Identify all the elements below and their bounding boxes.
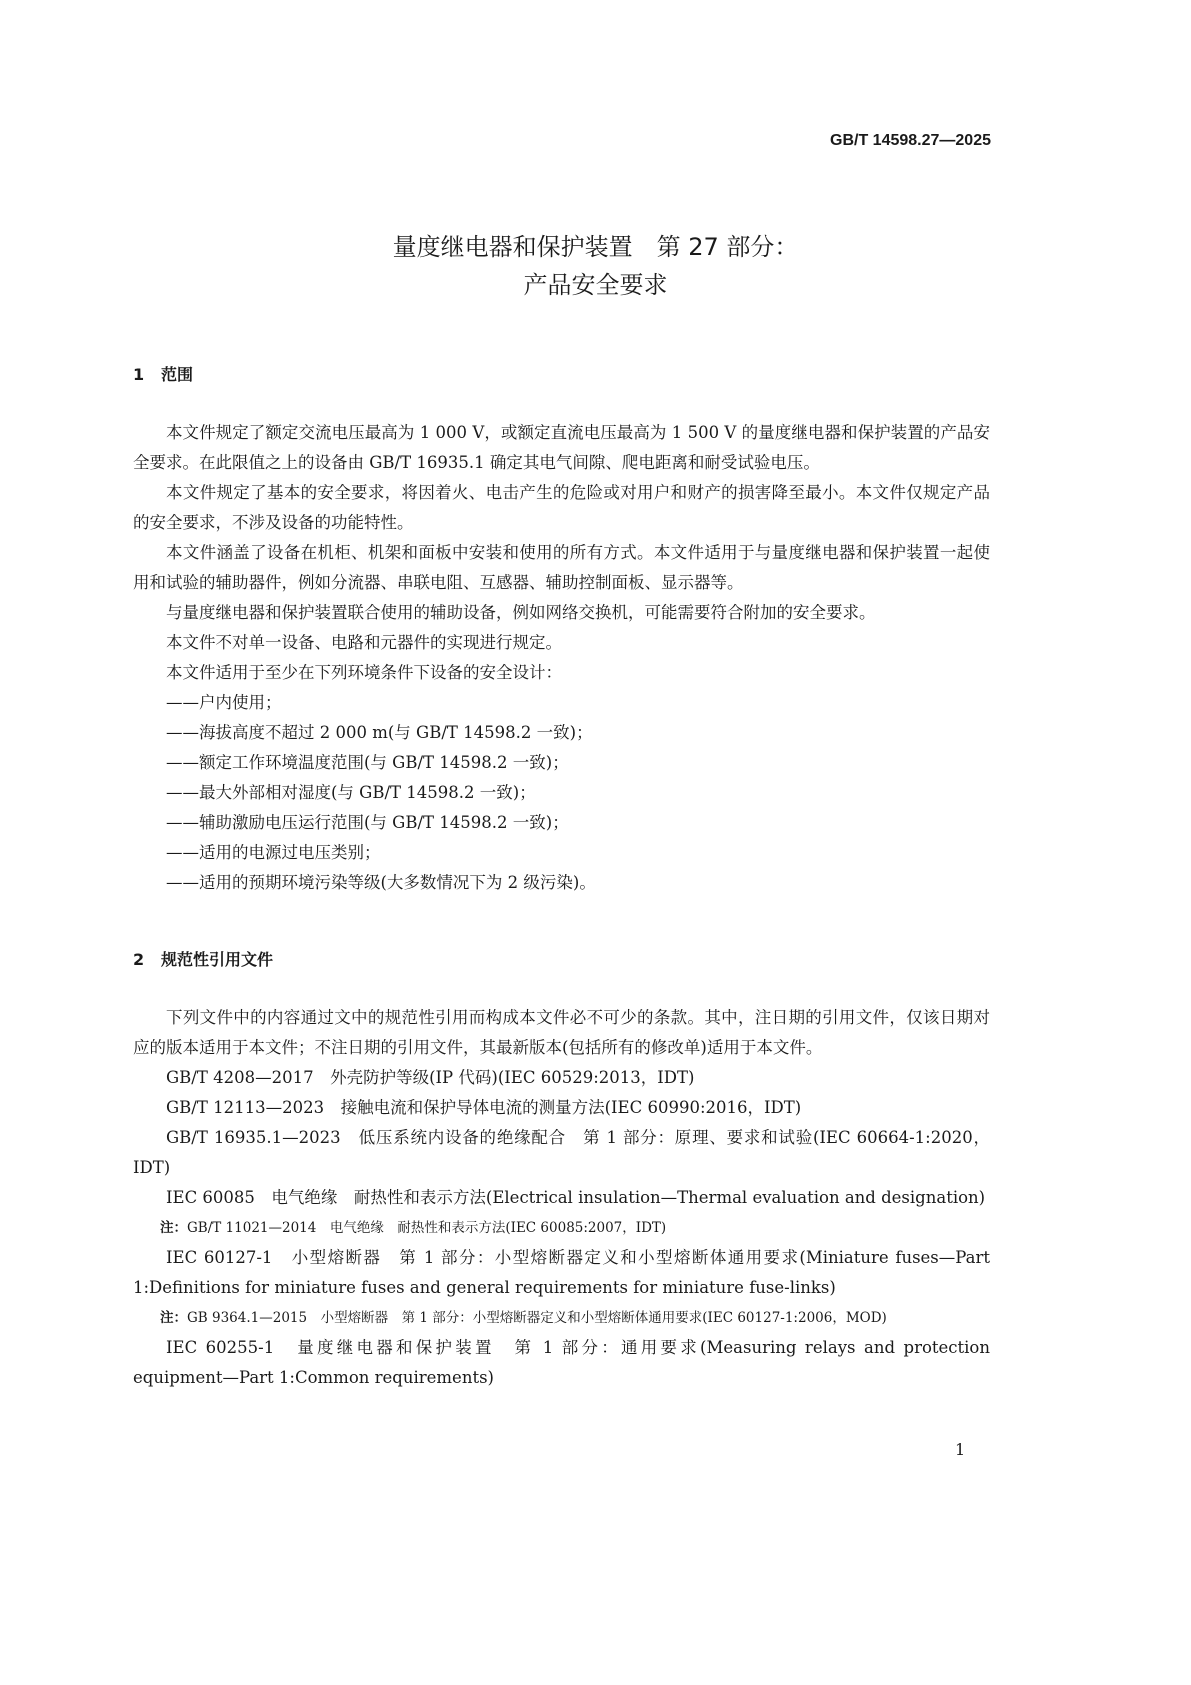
section-title: 规范性引用文件 — [161, 950, 274, 969]
paragraph: 本文件适用于至少在下列环境条件下设备的安全设计： — [166, 663, 562, 682]
document-title — [0, 228, 1191, 304]
list-item: ——户内使用； — [166, 693, 282, 712]
note-label: 注： — [160, 1220, 187, 1236]
paragraph: 与量度继电器和保护装置联合使用的辅助设备，例如网络交换机，可能需要符合附加的安全要求。 — [166, 603, 876, 622]
list-item: ——最大外部相对湿度(与 GB/T 14598.2 一致)； — [166, 783, 536, 802]
section-title: 范围 — [161, 365, 194, 384]
paragraph: 本文件规定了额定交流电压最高为 1 000 V，或额定直流电压最高为 1 500 V 的量度继电器和保护装置的产品安全要求。在此限值之上的设备由 GB/T 16935.1 确定其电气间隙、爬电距离和耐受试验电压。 — [133, 423, 990, 472]
paragraph: 本文件规定了基本的安全要求，将因着火、电击产生的危险或对用户和财产的损害降至最小。本文件仅规定产品的安全要求，不涉及设备的功能特性。 — [133, 483, 990, 532]
list-item: ——适用的电源过电压类别； — [166, 843, 381, 862]
standard-number: GB/T 14598.27—2025 — [830, 132, 991, 149]
paragraph: 本文件涵盖了设备在机柜、机架和面板中安装和使用的所有方式。本文件适用于与量度继电器和保护装置一起使用和试验的辅助器件，例如分流器、串联电阻、互感器、辅助控制面板、显示器等。 — [133, 543, 990, 592]
list-item: ——额定工作环境温度范围(与 GB/T 14598.2 一致)； — [166, 753, 569, 772]
list-item: ——海拔高度不超过 2 000 m(与 GB/T 14598.2 一致)； — [166, 723, 593, 742]
section-number: 1 — [133, 365, 145, 384]
list-item: ——辅助激励电压运行范围(与 GB/T 14598.2 一致)； — [166, 813, 569, 832]
section-1-body — [133, 418, 990, 898]
paragraph: 下列文件中的内容通过文中的规范性引用而构成本文件必不可少的条款。其中，注日期的引用文件，仅该日期对应的版本适用于本文件；不注日期的引用文件，其最新版本(包括所有的修改单)适用于本文件。 — [133, 1008, 990, 1057]
reference-item: IEC 60127-1 小型熔断器 第 1 部分：小型熔断器定义和小型熔断体通用要求(Miniature fuses—Part 1:Definitions for miniature fuses and general requirements for miniature fuse-links) — [133, 1248, 990, 1297]
section-number: 2 — [133, 950, 145, 969]
section-2-heading — [133, 947, 273, 970]
reference-item: GB/T 16935.1—2023 低压系统内设备的绝缘配合 第 1 部分：原理、要求和试验(IEC 60664-1:2020，IDT) — [133, 1128, 990, 1177]
reference-item: GB/T 4208—2017 外壳防护等级(IP 代码)(IEC 60529:2013，IDT) — [166, 1068, 695, 1087]
reference-item: IEC 60255-1 量度继电器和保护装置 第 1 部分：通用要求(Measuring relays and protection equipment—Part 1:Common requirements) — [133, 1338, 990, 1387]
reference-note — [133, 1303, 990, 1333]
list-item: ——适用的预期环境污染等级(大多数情况下为 2 级污染)。 — [166, 873, 596, 892]
reference-note — [133, 1213, 990, 1243]
page-number: 1 — [955, 1440, 966, 1459]
section-1-heading — [133, 362, 193, 385]
note-label: 注： — [160, 1310, 187, 1326]
reference-item: IEC 60085 电气绝缘 耐热性和表示方法(Electrical insulation—Thermal evaluation and designation) — [166, 1188, 986, 1207]
title-line-1: 量度继电器和保护装置 第 27 部分： — [392, 233, 799, 261]
title-line-2: 产品安全要求 — [523, 271, 668, 299]
paragraph: 本文件不对单一设备、电路和元器件的实现进行规定。 — [166, 633, 562, 652]
note-text: GB 9364.1—2015 小型熔断器 第 1 部分：小型熔断器定义和小型熔断体通用要求(IEC 60127-1:2006，MOD) — [187, 1310, 887, 1326]
note-text: GB/T 11021—2014 电气绝缘 耐热性和表示方法(IEC 60085:2007，IDT) — [187, 1220, 667, 1236]
section-2-body — [133, 1003, 990, 1393]
reference-item: GB/T 12113—2023 接触电流和保护导体电流的测量方法(IEC 60990:2016，IDT) — [166, 1098, 802, 1117]
